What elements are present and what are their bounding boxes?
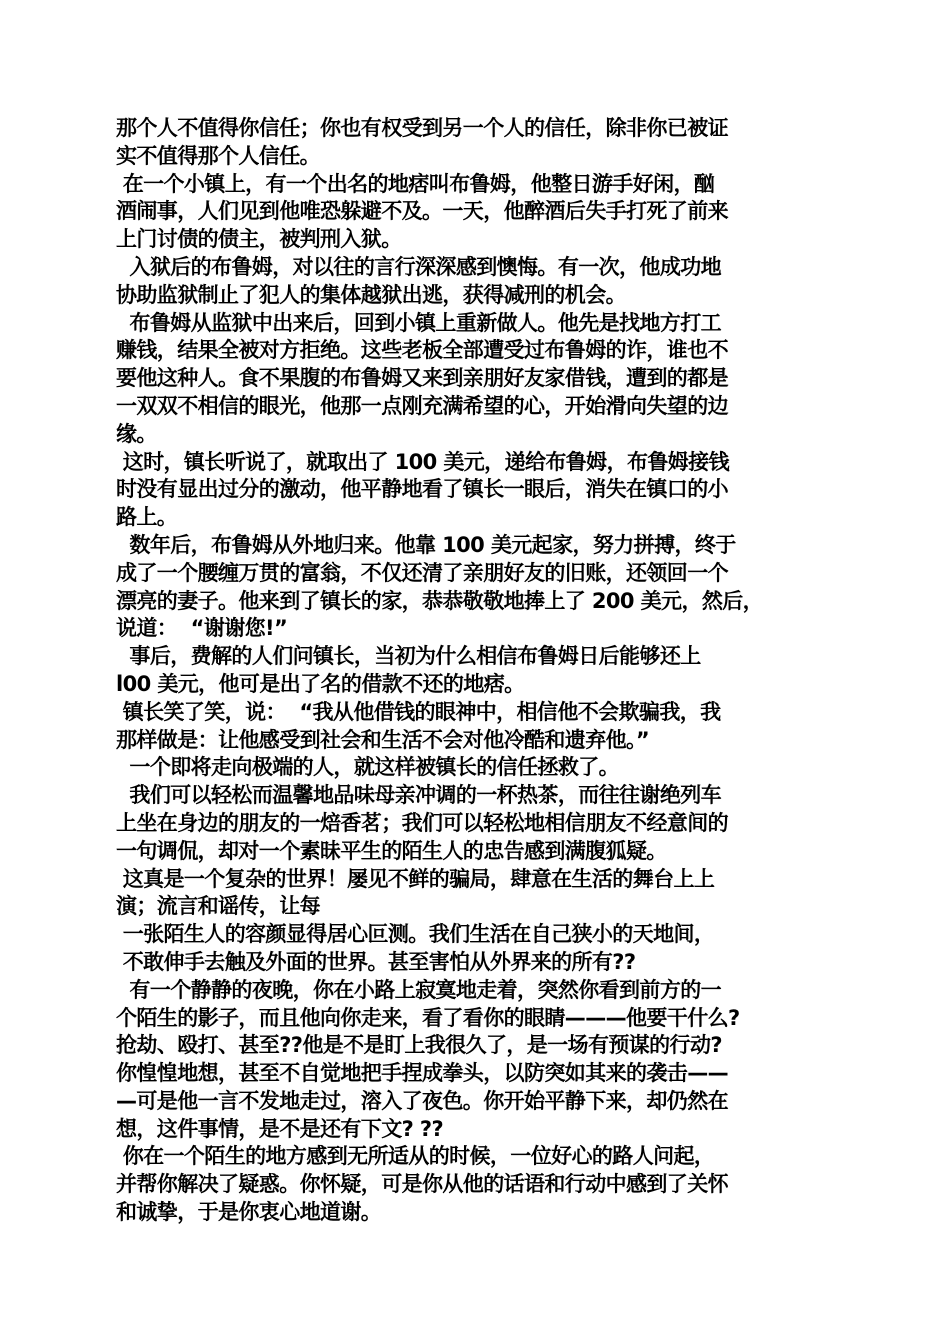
text-line: 一个即将走向极端的人，就这样被镇长的信任拯救了。 bbox=[116, 755, 620, 780]
text-line: 不敢伸手去触及外面的世界。甚至害怕从外界来的所有?? bbox=[116, 949, 636, 974]
text-line: 想，这件事情，是不是还有下文? ?? bbox=[116, 1116, 444, 1141]
text-line: 你在一个陌生的地方感到无所适从的时候，一位好心的路人问起， bbox=[116, 1144, 715, 1169]
text-line: 漂亮的妻子。他来到了镇长的家，恭恭敬敬地捧上了 200 美元，然后， bbox=[116, 588, 764, 613]
text-line: 一张陌生人的容颜显得居心叵测。我们生活在自己狭小的天地间， bbox=[116, 922, 715, 947]
text-line: 镇长笑了笑，说： “我从他借钱的眼神中，相信他不会欺骗我，我 bbox=[116, 699, 721, 724]
text-line: 上门讨债的债主，被判刑入狱。 bbox=[116, 227, 402, 252]
text-line: 入狱后的布鲁姆，对以往的言行深深感到懊悔。有一次，他成功地 bbox=[116, 254, 722, 279]
text-line: 我们可以轻松而温馨地品味母亲冲调的一杯热茶，而往往谢绝列车 bbox=[116, 783, 722, 808]
text-line: 那个人不值得你信任；你也有权受到另一个人的信任，除非你已被证 bbox=[116, 116, 728, 140]
text-line: 那样做是：让他感受到社会和生活不会对他冷酷和遗弃他。” bbox=[116, 727, 650, 752]
text-line: 一双双不相信的眼光，他那一点刚充满希望的心，开始滑向失望的边 bbox=[116, 393, 728, 418]
text-line: 演；流言和谣传，让每 bbox=[116, 894, 320, 919]
text-line: 要他这种人。食不果腹的布鲁姆又来到亲朋好友家借钱，遭到的都是 bbox=[116, 366, 728, 391]
text-line: 实不值得那个人信任。 bbox=[116, 143, 320, 168]
text-line: 个陌生的影子，而且他向你走来，看了看你的眼睛———他要干什么? bbox=[116, 1005, 740, 1030]
text-line: 并帮你解决了疑惑。你怀疑，可是你从他的话语和行动中感到了关怀 bbox=[116, 1172, 728, 1197]
text-line: 这时，镇长听说了，就取出了 100 美元，递给布鲁姆，布鲁姆接钱 bbox=[116, 449, 729, 474]
text-line: 说道： “谢谢您!” bbox=[116, 616, 288, 641]
text-line: 抢劫、殴打、甚至??他是不是盯上我很久了，是一场有预谋的行动? bbox=[116, 1033, 722, 1058]
document-body bbox=[116, 115, 840, 1227]
text-line: 事后，费解的人们问镇长，当初为什么相信布鲁姆日后能够还上 bbox=[116, 644, 701, 669]
text-line: 赚钱，结果全被对方拒绝。这些老板全部遭受过布鲁姆的诈，谁也不 bbox=[116, 338, 728, 363]
text-line: 数年后，布鲁姆从外地归来。他靠 100 美元起家，努力拼搏，终于 bbox=[116, 532, 736, 557]
text-line: 你惶惶地想，甚至不自觉地把手捏成拳头，以防突如其来的袭击—— bbox=[116, 1061, 728, 1086]
text-line: 上坐在身边的朋友的一焙香茗；我们可以轻松地相信朋友不经意间的 bbox=[116, 810, 728, 835]
text-line: 在一个小镇上，有一个出名的地痞叫布鲁姆，他整日游手好闲，酗 bbox=[116, 171, 715, 196]
text-line: l00 美元，他可是出了名的借款不还的地痞。 bbox=[116, 671, 525, 696]
text-line: 路上。 bbox=[116, 505, 178, 530]
text-line: 布鲁姆从监狱中出来后，回到小镇上重新做人。他先是找地方打工 bbox=[116, 310, 722, 335]
text-line: 成了一个腰缠万贯的富翁，不仅还清了亲朋好友的旧账，还领回一个 bbox=[116, 560, 728, 585]
text-line: 和诚挚，于是你衷心地道谢。 bbox=[116, 1200, 382, 1225]
text-line: 酒闹事，人们见到他唯恐躲避不及。一天，他醉酒后失手打死了前来 bbox=[116, 199, 728, 224]
text-line: —可是他一言不发地走过，溶入了夜色。你开始平静下来，却仍然在 bbox=[116, 1088, 728, 1113]
text-line: 这真是一个复杂的世界！屡见不鲜的骗局，肆意在生活的舞台上上 bbox=[116, 866, 715, 891]
text-line: 一句调侃，却对一个素昧平生的陌生人的忠告感到满腹狐疑。 bbox=[116, 838, 667, 863]
text-line: 协助监狱制止了犯人的集体越狱出逃，获得减刑的机会。 bbox=[116, 282, 626, 307]
text-line: 时没有显出过分的激动，他平静地看了镇长一眼后，消失在镇口的小 bbox=[116, 477, 728, 502]
text-line: 缘。 bbox=[116, 421, 157, 446]
text-line: 有一个静静的夜晚，你在小路上寂寞地走着，突然你看到前方的一 bbox=[116, 977, 722, 1002]
